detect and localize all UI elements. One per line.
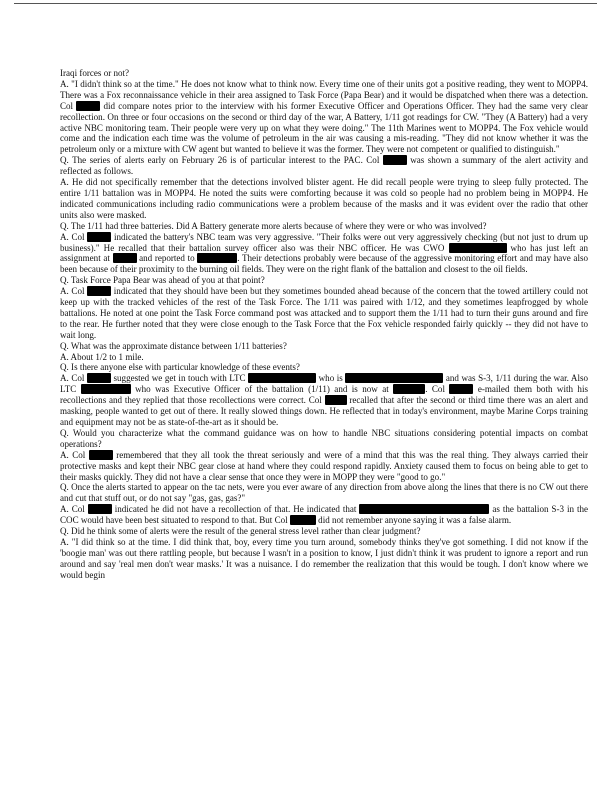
text-run: A. "I did think so at the time. I did think that, boy, every time you turn around, somebody thinks they've got something. I did not know if the 'boogie man' was out there rattling people, but because I wasn't in a position to know, I just didn't think it was prudent to ignore a report and run around and say 'real men don't wear masks.' It was a nuisance. I do remember the realization that this would be tough. I don't know where we would begin [60, 536, 588, 580]
text-run: Q. Would you characterize what the command guidance was on how to handle NBC situations considering potential impacts on combat operations? [60, 427, 588, 449]
redaction-box [87, 286, 111, 296]
redaction-box [248, 373, 316, 383]
document-body [60, 68, 588, 581]
text-run: remembered that they all took the threat seriously and were of a mind that this was the real thing. They always carried their protective masks and kept their NBC gear close at hand where they could respond rapidly. Anxiety caused them to focus on being able to get to their masks quickly. They did not have a clear sense that once they were in MOPP they were "good to go." [60, 449, 588, 482]
transcript-paragraph [60, 537, 588, 581]
redaction-box [345, 373, 443, 383]
redaction-box [449, 243, 507, 253]
text-run: . Col [425, 384, 450, 395]
transcript-paragraph [60, 341, 588, 352]
redaction-box [89, 450, 113, 460]
transcript-paragraph [60, 177, 588, 221]
transcript-paragraph [60, 79, 588, 155]
transcript-paragraph [60, 232, 588, 276]
transcript-paragraph [60, 362, 588, 373]
text-run: e-mailed them both with his recollections and they replied that those recollections were correct. Col [60, 384, 588, 406]
redaction-box [290, 515, 316, 525]
text-run: indicated he did not have a recollection of that. He indicated that [111, 504, 360, 515]
redaction-box [87, 373, 111, 383]
redaction-box [383, 155, 407, 165]
text-run: A. Col [60, 286, 88, 297]
transcript-paragraph [60, 221, 588, 232]
redaction-box [113, 253, 137, 263]
text-run: Q. Did he think some of alerts were the result of the general stress level rather than clear judgment? [60, 526, 421, 537]
transcript-paragraph [60, 286, 588, 341]
text-run: Q. The 1/11 had three batteries. Did A Battery generate more alerts because of where they were or who was involved? [60, 220, 487, 231]
text-run: A. He did not specifically remember that the detections involved blister agent. He did recall people were trying to sleep fully protected. The entire 1/11 battalion was in MOPP4. He noted the suits were comforting because it was cold so people had no problem being in MOPP4. He indicated communications including radio communications were a problem because of the masks and it was evident over the radio that other units also were masked. [60, 177, 588, 220]
text-run: did compare notes prior to the interview with his former Executive Officer and Operations Officer. They had the same very clear recollection. On three or four occasions on the second or third day of the war, A Battery, 1/11 got readings for CW. "They (A Battery) had a very active NBC monitoring team. Their people were very up on what they were doing." The 11th Marines went to MOPP4. The Fox vehicle would come and the indication each time was the volume of petroleum in the air was causing a mis-reading. "They did not know whether it was the petroleum only or a mixture with CW agent but wanted to believe it was the former. They were not competent or qualified to distinguish." [60, 100, 588, 155]
text-run: Q. The series of alerts early on February 26 is of particular interest to the PAC. Col [60, 155, 383, 166]
text-run: A. Col [60, 504, 88, 515]
text-run: who has just left an assignment at [60, 242, 588, 264]
redaction-box [449, 384, 473, 394]
page-top-rule [14, 3, 597, 4]
text-run: did not remember anyone saying it was a false alarm. [315, 515, 512, 526]
text-run: was shown a summary of the alert activity and reflected as follows. [60, 155, 588, 177]
text-run: . Their detections probably were because of the aggressive monitoring effort and may have also been because of their proximity to the burning oil fields. They were on the right flank of the battalion and closest to the oil fields. [60, 253, 588, 275]
transcript-paragraph [60, 526, 588, 537]
text-run: A. About 1/2 to 1 mile. [60, 351, 144, 362]
redaction-box [87, 232, 111, 242]
transcript-paragraph [60, 352, 588, 363]
transcript-paragraph [60, 155, 588, 177]
text-run: indicated that they should have been but they sometimes bounded ahead because of the concern that the towed artillery could not keep up with the tracked vehicles of the rest of the Task Force. The 1/11 was paired with 1/12, and they sometimes leapfrogged by whole battalions. He noted at one point the Task Force command post was attacked and to support them the 1/11 had to turn their guns around and fire to the rear. He further noted that they were close enough to the Task Force that the Fox vehicle responded fairly quickly -- they did not have to wait long. [60, 286, 589, 340]
redaction-box [88, 504, 112, 514]
text-run: Iraqi forces or not? [60, 68, 130, 78]
text-run: who is [316, 373, 346, 384]
redaction-box [81, 384, 131, 394]
transcript-paragraph [60, 428, 588, 450]
transcript-paragraph [60, 482, 588, 504]
text-run: Q. What was the approximate distance between 1/11 batteries? [60, 340, 287, 351]
text-run: and reported to [136, 253, 198, 264]
transcript-paragraph [60, 504, 588, 526]
text-run: recalled that after the second or third time there was an alert and masking, people wanted to get out of there. It really slowed things down. He reflected that in today's environment, maybe Marine Corps training and equipment may not be as state-of-the-art as it should be. [60, 395, 588, 427]
redaction-box [393, 384, 425, 394]
text-run: Q. Task Force Papa Bear was ahead of you at that point? [60, 275, 265, 286]
transcript-paragraph [60, 373, 588, 428]
text-run: Q. Once the alerts started to appear on the tac nets, were you ever aware of any direction from above along the lines that there is no CW out there and cut that stuff out, or do not say "gas, gas, gas?" [60, 482, 588, 504]
text-run: A. Col [60, 231, 88, 242]
text-run: suggested we get in touch with LTC [110, 373, 249, 384]
text-run: A. Col [60, 373, 87, 384]
redaction-box [359, 504, 489, 514]
transcript-paragraph [60, 68, 588, 79]
text-run: A. Col [60, 449, 89, 460]
text-run: indicated the battery's NBC team was very aggressive. "Their folks were out very aggressively checking (but not just to drum up business)." He recalled that their battalion survey officer also was their NBC officer. He was CWO [60, 231, 588, 253]
transcript-paragraph [60, 450, 588, 483]
redaction-box [325, 395, 347, 405]
redaction-box [197, 253, 237, 263]
redaction-box [76, 101, 100, 111]
transcript-paragraph [60, 275, 588, 286]
text-run: and was S-3, 1/11 during the war. Also LTC [60, 373, 588, 395]
text-run: Q. Is there anyone else with particular knowledge of these events? [60, 362, 300, 373]
text-run: as the battalion S-3 in the COC would have been best situated to respond to that. But Col [60, 504, 588, 526]
text-run: A. "I didn't think so at the time." He does not know what to think now. Every time one of their units got a positive reading, they went to MOPP4. There was a Fox reconnaissance vehicle in their area assigned to Task Force (Papa Bear) and it would be dispatched when there was a detection. Col [60, 78, 588, 111]
text-run: who was Executive Officer of the battalion (1/11) and is now at [130, 384, 394, 395]
